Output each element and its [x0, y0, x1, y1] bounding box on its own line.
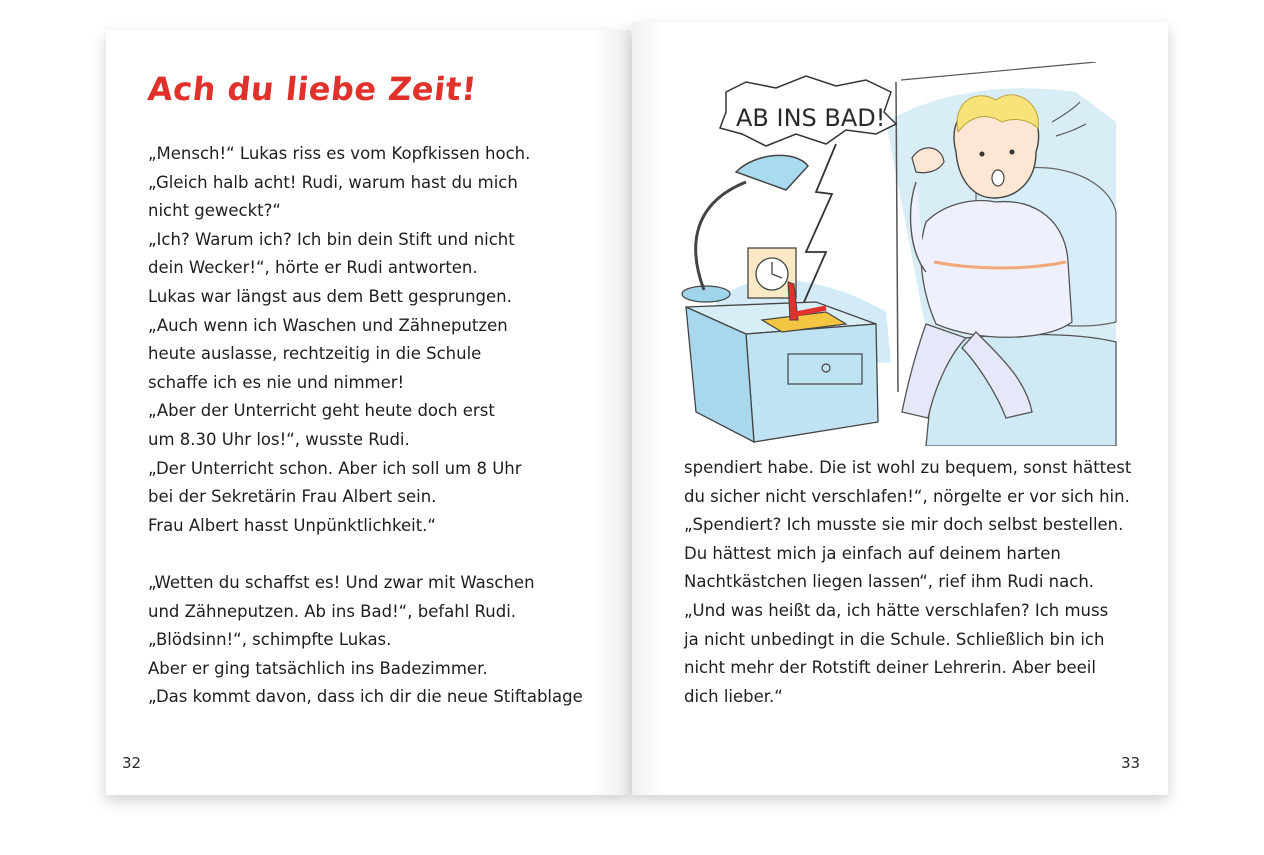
gutter-shadow-left	[592, 30, 630, 795]
text-line: Du hättest mich ja einfach auf deinem harten	[684, 543, 1061, 563]
text-line: „Das kommt davon, dass ich dir die neue Stiftablage	[148, 687, 583, 707]
bedroom-illustration	[676, 62, 1124, 446]
left-page-text	[148, 140, 583, 712]
text-line: bei der Sekretärin Frau Albert sein.	[148, 487, 437, 507]
text-line: „Und was heißt da, ich hätte verschlafen? Ich muss	[684, 600, 1109, 620]
text-line: du sicher nicht verschlafen!“, nörgelte er vor sich hin.	[684, 486, 1130, 506]
text-line: „Gleich halb acht! Rudi, warum hast du mich	[148, 172, 518, 192]
text-line: nicht mehr der Rotstift deiner Lehrerin. Aber beeil	[684, 658, 1096, 678]
text-line: Nachtkästchen liegen lassen“, rief ihm Rudi nach.	[684, 572, 1095, 592]
text-line: schaffe ich es nie und nimmer!	[148, 372, 405, 392]
page-number-right: 33	[1121, 754, 1141, 772]
text-line: „Ich? Warum ich? Ich bin dein Stift und nicht	[148, 229, 515, 249]
text-line: nicht geweckt?“	[148, 201, 281, 221]
text-line: heute auslasse, rechtzeitig in die Schule	[148, 344, 482, 364]
text-line: Aber er ging tatsächlich ins Badezimmer.	[148, 658, 488, 678]
bubble-text: AB INS BAD!	[736, 104, 886, 132]
gutter-shadow-right	[632, 22, 662, 795]
text-line: dich lieber.“	[684, 686, 783, 706]
text-line: „Auch wenn ich Waschen und Zähneputzen	[148, 315, 508, 335]
paragraph-break	[148, 540, 583, 569]
text-line: Frau Albert hasst Unpünktlichkeit.“	[148, 515, 436, 535]
text-line: um 8.30 Uhr los!“, wusste Rudi.	[148, 429, 410, 449]
text-line: und Zähneputzen. Ab ins Bad!“, befahl Rudi.	[148, 601, 517, 621]
text-line: „Mensch!“ Lukas riss es vom Kopfkissen hoch.	[148, 144, 531, 163]
text-line: „Blödsinn!“, schimpfte Lukas.	[148, 630, 392, 650]
right-page-text	[684, 454, 1131, 711]
text-line: dein Wecker!“, hörte er Rudi antworten.	[148, 258, 478, 278]
page-number-left: 32	[122, 754, 142, 772]
text-line: ja nicht unbedingt in die Schule. Schließlich bin ich	[684, 629, 1105, 649]
text-line: „Aber der Unterricht geht heute doch erst	[148, 401, 495, 421]
chapter-title: Ach du liebe Zeit!	[146, 70, 479, 108]
text-line: spendiert habe. Die ist wohl zu bequem, sonst hättest	[684, 458, 1132, 477]
text-line: „Der Unterricht schon. Aber ich soll um 8 Uhr	[148, 458, 522, 478]
text-line: „Wetten du schaffst es! Und zwar mit Waschen	[148, 572, 535, 592]
text-line: „Spendiert? Ich musste sie mir doch selbst bestellen.	[684, 515, 1124, 535]
text-line: Lukas war längst aus dem Bett gesprungen.	[148, 286, 512, 306]
